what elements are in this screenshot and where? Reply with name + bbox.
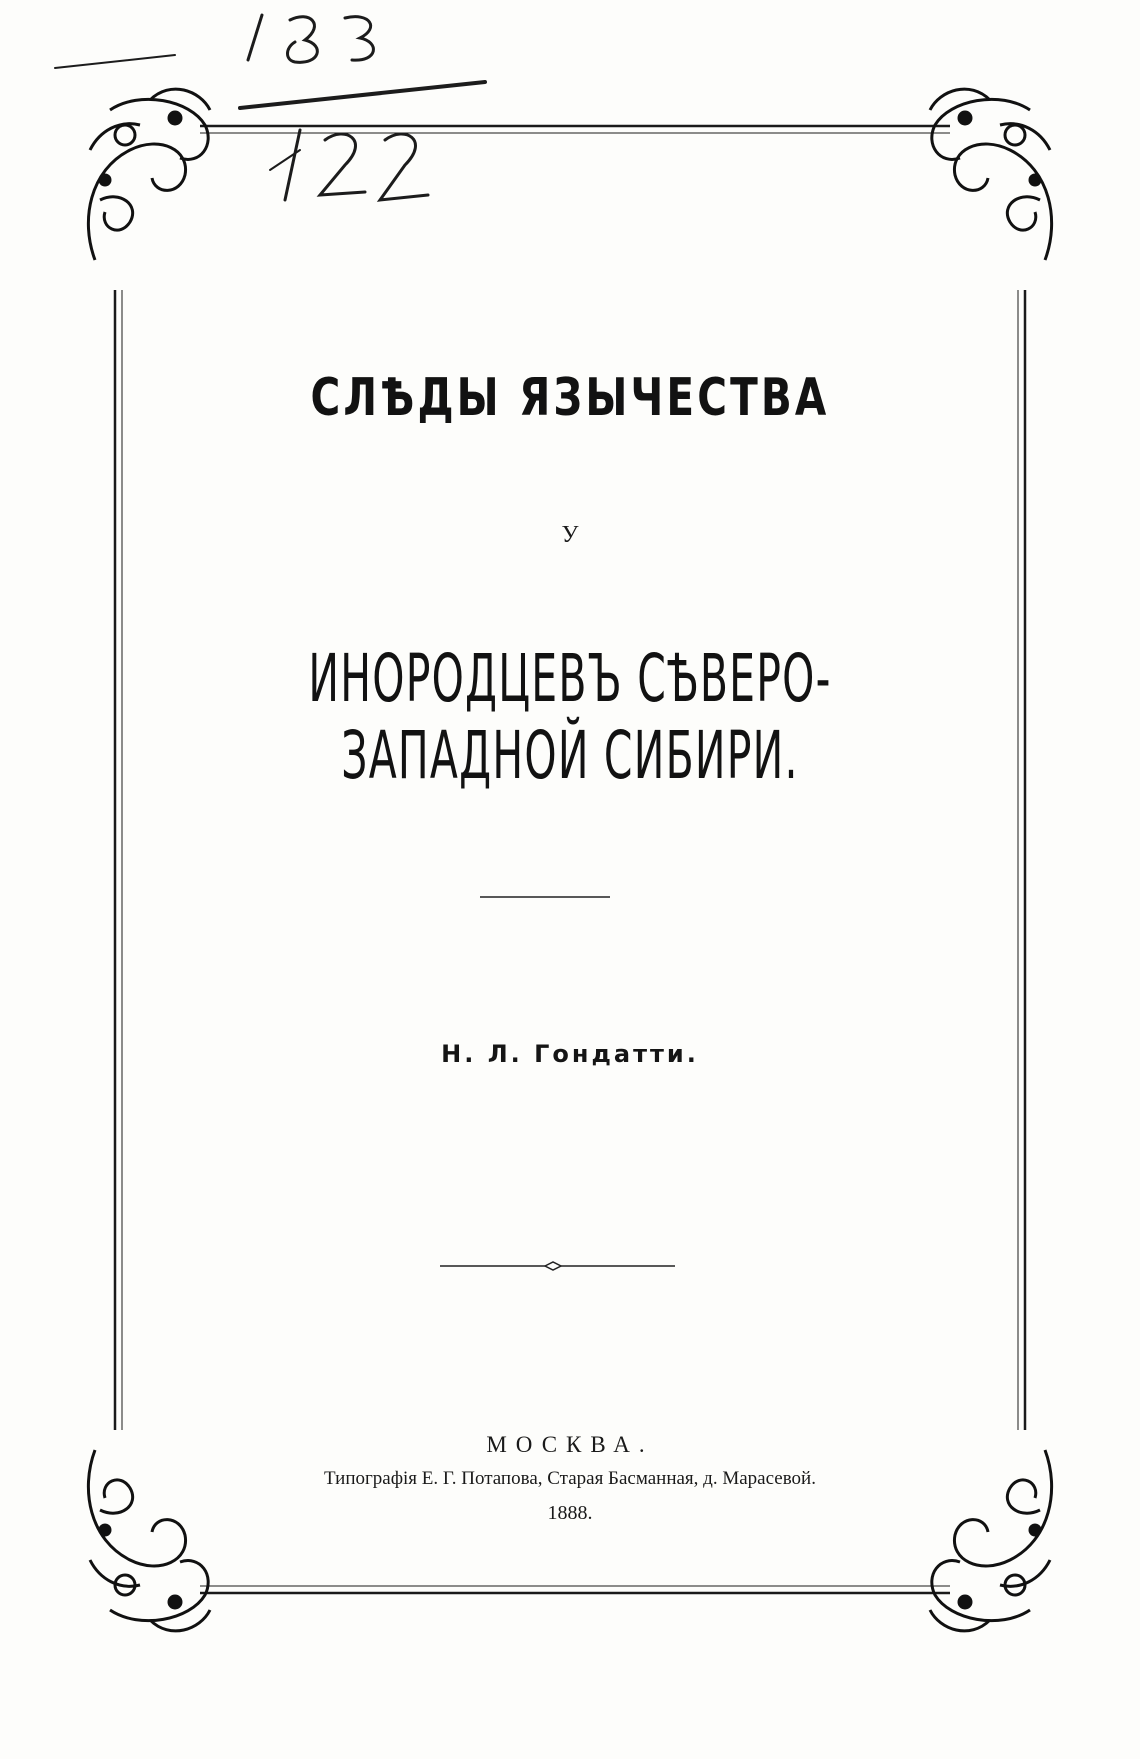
imprint-year: 1888. bbox=[547, 1502, 593, 1524]
author-name: Н. Л. Гондатти. bbox=[441, 1040, 699, 1068]
imprint-printer: Типографія Е. Г. Потапова, Старая Басманная, д. Марасевой. bbox=[324, 1468, 816, 1489]
title-subtitle: ИНОРОДЦЕВЪ СѢВЕРО-ЗАПАДНОЙ СИБИРИ. bbox=[308, 640, 832, 794]
title-main: СЛѢДЫ ЯЗЫЧЕСТВА bbox=[310, 368, 830, 428]
title-conjunction: У bbox=[561, 522, 579, 548]
imprint-city: МОСКВА. bbox=[486, 1432, 654, 1457]
